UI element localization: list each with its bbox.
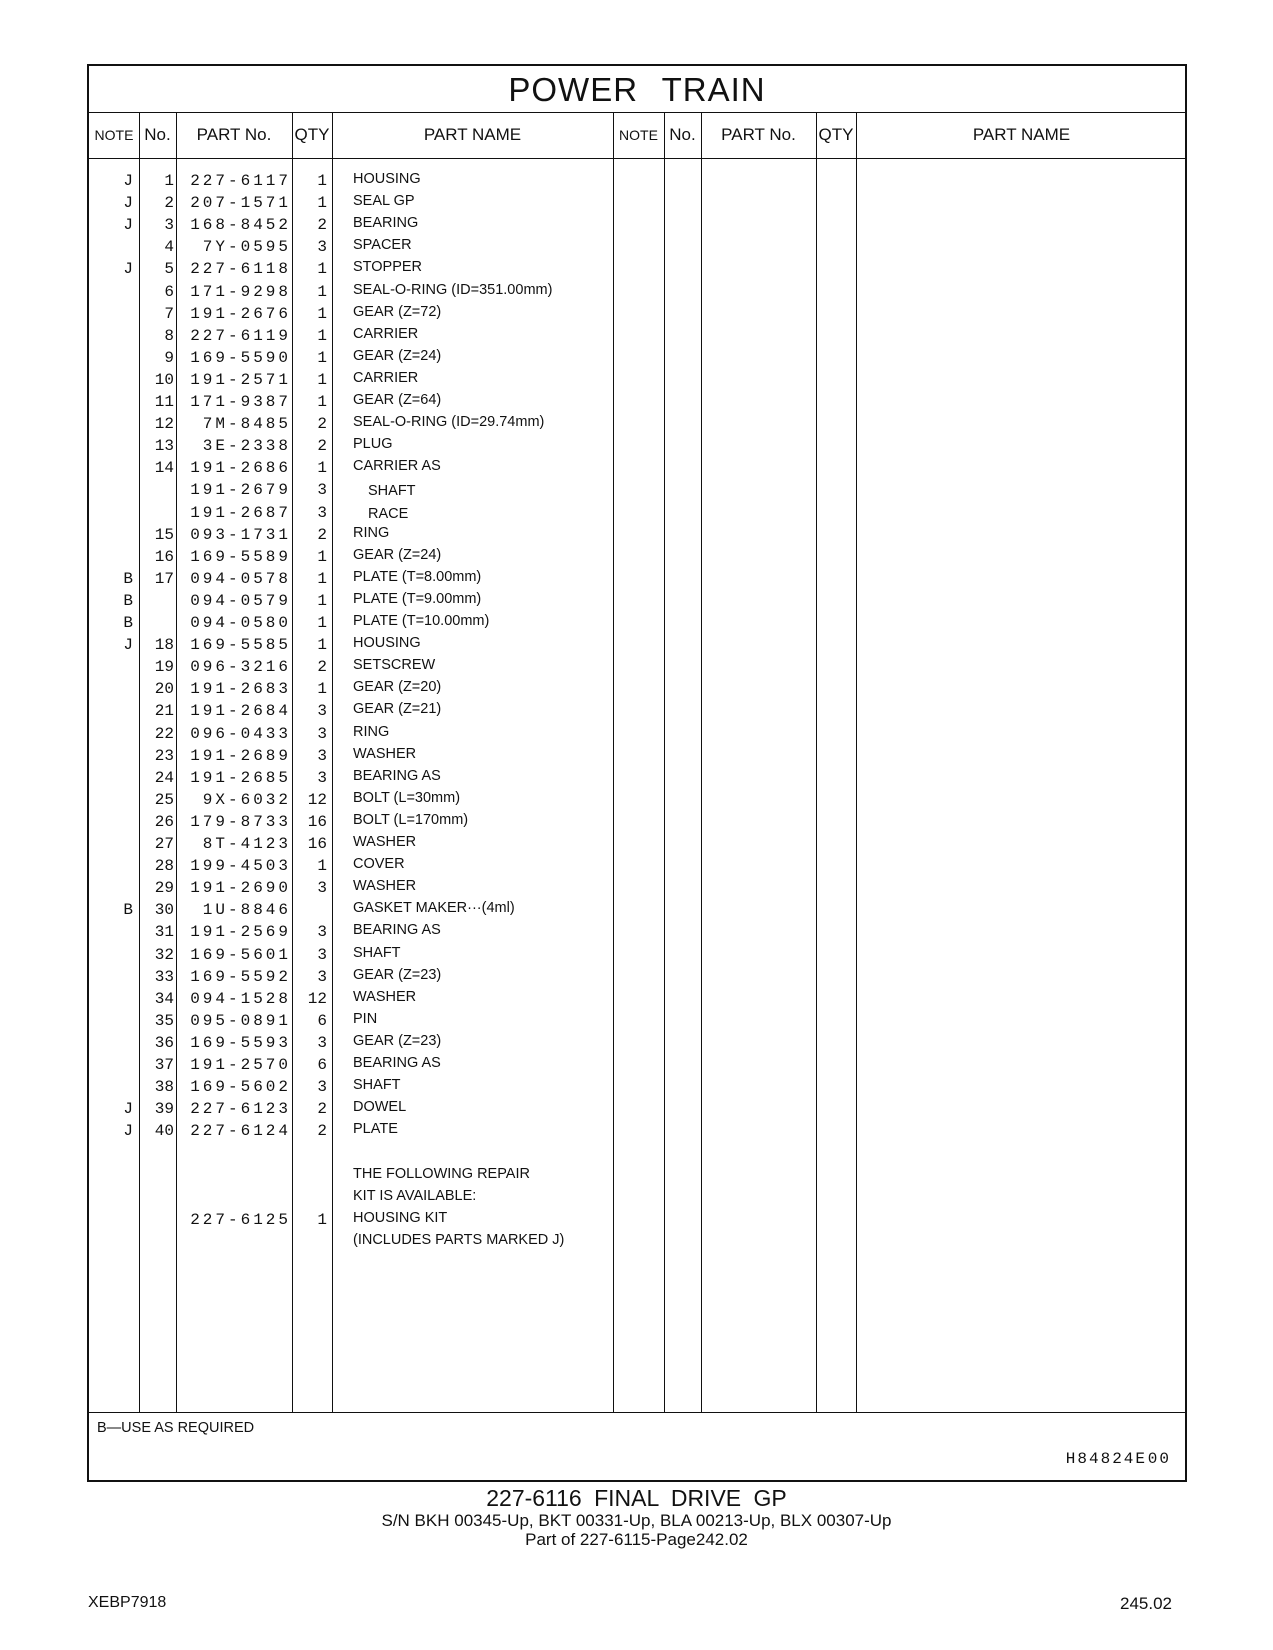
- row-quantity: 3: [317, 945, 327, 964]
- row-part-number: 169-5601: [190, 945, 291, 964]
- row-part-name: COVER: [353, 856, 405, 873]
- publication-code: XEBP7918: [88, 1594, 167, 1611]
- row-part-name: WASHER: [353, 834, 417, 850]
- row-part-number: 1U-8846: [202, 901, 291, 920]
- table-row: [89, 236, 1185, 258]
- row-quantity: 1: [317, 857, 327, 876]
- row-quantity: 16: [307, 812, 327, 831]
- header-part-name: PART NAME: [423, 125, 522, 144]
- table-row: [89, 1209, 1185, 1231]
- table-row: [89, 457, 1185, 479]
- row-part-number: 207-1571: [190, 194, 291, 213]
- row-part-name: PLATE (T=8.00mm): [353, 568, 482, 585]
- table-row: [89, 789, 1185, 811]
- row-part-number: 171-9387: [190, 393, 291, 411]
- row-part-number: 191-2689: [190, 746, 291, 765]
- header-note: NOTE: [94, 127, 134, 143]
- table-row: [89, 325, 1185, 347]
- row-part-number: 096-0433: [190, 724, 291, 743]
- row-quantity: 6: [317, 1056, 327, 1074]
- row-quantity: 3: [317, 879, 327, 898]
- row-part-name: DOWEL: [353, 1099, 407, 1116]
- table-row: [89, 988, 1185, 1010]
- row-part-name: GEAR (Z=20): [353, 679, 442, 696]
- table-row: [89, 723, 1185, 745]
- table-row: [89, 921, 1185, 943]
- row-part-name: GEAR (Z=23): [353, 1032, 442, 1049]
- row-item-number: 10: [154, 370, 174, 389]
- row-quantity: 1: [317, 614, 327, 632]
- row-part-number: 3E-2338: [202, 437, 291, 456]
- row-item-number: 23: [154, 746, 174, 765]
- row-quantity: 3: [317, 768, 327, 787]
- row-part-name: WASHER: [353, 878, 417, 895]
- row-part-number: 169-5590: [190, 348, 291, 367]
- row-part-name: GASKET MAKER···(4ml): [353, 900, 515, 917]
- table-row: [89, 1120, 1185, 1142]
- parts-table-frame: [87, 64, 1187, 1482]
- row-note: B: [123, 614, 133, 632]
- table-row: [89, 1231, 1185, 1253]
- row-part-number: 094-0579: [190, 591, 291, 610]
- row-item-number: 8: [164, 326, 174, 345]
- row-item-number: 5: [164, 260, 174, 279]
- row-part-name: GEAR (Z=72): [353, 303, 442, 320]
- row-part-number: 7M-8485: [202, 415, 291, 434]
- row-quantity: 1: [317, 194, 327, 213]
- row-quantity: 3: [317, 503, 327, 522]
- row-quantity: 3: [317, 238, 327, 257]
- row-part-number: 191-2686: [190, 459, 291, 478]
- row-item-number: 1: [164, 172, 174, 190]
- row-item-number: 6: [164, 282, 174, 301]
- row-quantity: 2: [317, 415, 327, 434]
- row-item-number: 36: [154, 1033, 174, 1052]
- row-quantity: 1: [317, 282, 327, 301]
- row-part-number: 095-0891: [190, 1011, 291, 1030]
- row-part-name: RING: [353, 723, 390, 740]
- header-qty: QTY: [294, 125, 330, 144]
- table-row: [89, 634, 1185, 656]
- row-part-name: GEAR (Z=24): [353, 347, 442, 364]
- row-part-number: 8T-4123: [202, 835, 291, 853]
- table-row: [89, 502, 1185, 524]
- table-row: [89, 214, 1185, 236]
- row-quantity: 1: [317, 1210, 327, 1229]
- row-item-number: 34: [154, 989, 174, 1008]
- row-item-number: 3: [164, 216, 174, 235]
- row-part-name: HOUSING: [353, 635, 421, 652]
- row-quantity: 3: [317, 1033, 327, 1052]
- row-part-number: 171-9298: [190, 282, 291, 301]
- row-part-number: 191-2684: [190, 702, 291, 721]
- row-part-name: WASHER: [353, 988, 417, 1005]
- table-row: [89, 855, 1185, 877]
- table-row: [89, 656, 1185, 678]
- row-part-name: SEAL-O-RING (ID=351.00mm): [353, 281, 553, 298]
- row-item-number: 20: [154, 680, 174, 699]
- parent-reference: Part of 227-6115-Page242.02: [525, 1530, 748, 1549]
- row-part-name: THE FOLLOWING REPAIR: [353, 1165, 530, 1182]
- table-row: [89, 678, 1185, 700]
- row-part-name: PIN: [353, 1010, 378, 1027]
- table-row: [89, 944, 1185, 966]
- table-row: [89, 1142, 1185, 1164]
- row-item-number: 40: [154, 1122, 174, 1141]
- table-row: [89, 1010, 1185, 1032]
- row-part-number: 094-0580: [190, 614, 291, 632]
- table-row: [89, 1032, 1185, 1054]
- row-quantity: 2: [317, 525, 327, 544]
- row-part-number: 093-1731: [190, 525, 291, 544]
- row-quantity: 1: [317, 591, 327, 610]
- row-quantity: 3: [317, 967, 327, 986]
- header-part-name-right: PART NAME: [972, 125, 1071, 144]
- row-quantity: 3: [317, 1078, 327, 1097]
- row-part-number: 191-2676: [190, 304, 291, 323]
- row-part-name: RING: [353, 524, 390, 541]
- row-note: B: [123, 901, 133, 920]
- row-item-number: 35: [154, 1011, 174, 1030]
- row-part-name: HOUSING KIT: [353, 1209, 448, 1226]
- row-item-number: 2: [164, 194, 174, 213]
- row-part-name: GEAR (Z=21): [353, 701, 442, 718]
- row-note: J: [123, 260, 133, 279]
- row-item-number: 24: [154, 768, 174, 787]
- row-part-number: 169-5589: [190, 547, 291, 566]
- row-quantity: 3: [317, 923, 327, 942]
- row-item-number: 18: [154, 636, 174, 655]
- row-item-number: 38: [154, 1078, 174, 1097]
- row-quantity: 1: [317, 326, 327, 345]
- table-row: [89, 1076, 1185, 1098]
- header-part-no: PART No.: [196, 125, 272, 144]
- row-item-number: 13: [154, 437, 174, 456]
- row-part-name: BOLT (L=170mm): [353, 811, 469, 828]
- row-part-number: 191-2570: [190, 1056, 291, 1074]
- table-row: [89, 524, 1185, 546]
- row-part-number: 191-2690: [190, 879, 291, 898]
- table-row: [89, 700, 1185, 722]
- row-item-number: 33: [154, 967, 174, 986]
- row-part-name: GEAR (Z=64): [353, 392, 442, 408]
- row-quantity: 3: [317, 746, 327, 765]
- row-part-number: 227-6124: [190, 1122, 291, 1141]
- row-item-number: 12: [154, 415, 174, 434]
- row-quantity: 3: [317, 481, 327, 500]
- row-part-name: PLATE: [353, 1121, 398, 1138]
- row-quantity: 1: [317, 370, 327, 389]
- row-note: J: [123, 1122, 133, 1141]
- row-part-number: 191-2687: [190, 503, 291, 522]
- row-quantity: 2: [317, 1122, 327, 1141]
- row-part-name: RACE: [368, 505, 409, 522]
- row-part-number: 191-2571: [190, 370, 291, 389]
- row-item-number: 37: [154, 1056, 174, 1074]
- row-part-number: 179-8733: [190, 812, 291, 831]
- row-part-name: PLATE (T=10.00mm): [353, 613, 490, 629]
- row-quantity: 2: [317, 437, 327, 456]
- row-quantity: 1: [317, 636, 327, 655]
- row-part-number: 7Y-0595: [202, 238, 291, 257]
- row-item-number: 32: [154, 945, 174, 964]
- row-part-name: WASHER: [353, 745, 417, 762]
- row-quantity: 2: [317, 1100, 327, 1119]
- row-quantity: 2: [317, 216, 327, 235]
- table-row: [89, 1054, 1185, 1076]
- table-row: [89, 767, 1185, 789]
- header-note-right: NOTE: [619, 127, 658, 143]
- table-row: [89, 369, 1185, 391]
- row-item-number: 29: [154, 879, 174, 898]
- row-part-number: 096-3216: [190, 658, 291, 677]
- row-item-number: 4: [164, 238, 174, 257]
- row-quantity: 1: [317, 260, 327, 279]
- table-row: [89, 899, 1185, 921]
- row-quantity: 1: [317, 680, 327, 699]
- row-item-number: 26: [154, 812, 174, 831]
- table-row: [89, 966, 1185, 988]
- row-part-name: BEARING AS: [353, 922, 441, 939]
- row-part-name: BEARING: [353, 215, 419, 232]
- row-part-name: STOPPER: [353, 259, 423, 276]
- table-row: [89, 479, 1185, 501]
- row-part-number: 227-6125: [190, 1210, 291, 1229]
- row-part-name: PLUG: [353, 436, 393, 453]
- row-quantity: 12: [307, 790, 327, 809]
- row-part-number: 094-1528: [190, 989, 291, 1008]
- table-row: [89, 258, 1185, 280]
- row-part-number: 199-4503: [190, 857, 291, 876]
- row-part-name: BEARING AS: [353, 767, 441, 784]
- row-item-number: 21: [154, 702, 174, 721]
- row-part-number: 9X-6032: [202, 790, 291, 809]
- row-part-name: SEAL GP: [353, 193, 415, 210]
- header-no-right: No.: [669, 125, 696, 144]
- row-part-name: CARRIER: [353, 369, 419, 386]
- page-number: 245.02: [1120, 1594, 1172, 1613]
- row-part-name: SETSCREW: [353, 657, 436, 674]
- row-part-name: SPACER: [353, 237, 412, 254]
- row-note: J: [123, 172, 133, 190]
- row-part-name: GEAR (Z=23): [353, 966, 442, 983]
- table-row: [89, 281, 1185, 303]
- row-quantity: 1: [317, 393, 327, 411]
- row-quantity: 1: [317, 172, 327, 190]
- row-part-number: 169-5602: [190, 1078, 291, 1097]
- row-quantity: 1: [317, 569, 327, 588]
- row-part-name: (INCLUDES PARTS MARKED J): [353, 1231, 565, 1248]
- table-row: [89, 612, 1185, 634]
- row-part-name: HOUSING: [353, 171, 421, 187]
- table-row: [89, 590, 1185, 612]
- row-note: B: [123, 591, 133, 610]
- row-item-number: 39: [154, 1100, 174, 1119]
- table-row: [89, 303, 1185, 325]
- row-note: J: [123, 1100, 133, 1119]
- group-title: 227-6116 FINAL DRIVE GP: [486, 1485, 787, 1511]
- row-part-number: 169-5585: [190, 636, 291, 655]
- row-quantity: 1: [317, 304, 327, 323]
- row-note: J: [123, 216, 133, 235]
- row-quantity: 12: [307, 989, 327, 1008]
- row-item-number: 16: [154, 547, 174, 566]
- row-part-name: CARRIER: [353, 325, 419, 342]
- row-part-number: 169-5592: [190, 967, 291, 986]
- row-part-number: 227-6119: [190, 326, 291, 345]
- row-part-name: SHAFT: [368, 483, 416, 500]
- document-id: H84824E: [1065, 1450, 1147, 1468]
- row-item-number: 7: [164, 304, 174, 323]
- row-part-number: 227-6117: [190, 172, 291, 190]
- row-quantity: 16: [307, 835, 327, 853]
- row-part-number: 191-2679: [190, 481, 291, 500]
- footnote: B—USE AS REQUIRED: [97, 1420, 255, 1436]
- row-part-name: SHAFT: [353, 1077, 401, 1094]
- row-item-number: 11: [154, 393, 174, 411]
- table-row: [89, 170, 1185, 192]
- table-row: [89, 568, 1185, 590]
- row-part-name: SEAL-O-RING (ID=29.74mm): [353, 414, 545, 431]
- row-item-number: 28: [154, 857, 174, 876]
- table-row: [89, 546, 1185, 568]
- row-quantity: 3: [317, 702, 327, 721]
- serial-numbers: S/N BKH 00345-Up, BKT 00331-Up, BLA 00213-Up, BLX 00307-Up: [381, 1511, 892, 1530]
- row-part-number: 094-0578: [190, 569, 291, 588]
- row-item-number: 14: [154, 459, 174, 478]
- table-bottom-rule: [89, 1412, 1185, 1413]
- row-quantity: 3: [317, 724, 327, 743]
- document-version: 00: [1147, 1450, 1171, 1468]
- header-qty-right: QTY: [818, 125, 854, 144]
- row-part-number: 191-2685: [190, 768, 291, 787]
- table-row: [89, 1165, 1185, 1187]
- row-part-number: 191-2569: [190, 923, 291, 942]
- row-part-name: GEAR (Z=24): [353, 546, 442, 563]
- table-row: [89, 1187, 1185, 1209]
- table-row: [89, 347, 1185, 369]
- table-header: [89, 112, 1185, 159]
- row-item-number: 19: [154, 658, 174, 677]
- table-row: [89, 435, 1185, 457]
- row-item-number: 17: [154, 569, 174, 588]
- table-row: [89, 877, 1185, 899]
- row-part-number: 227-6118: [190, 260, 291, 279]
- table-row: [89, 1098, 1185, 1120]
- row-part-number: 191-2683: [190, 680, 291, 699]
- row-item-number: 31: [154, 923, 174, 942]
- row-quantity: 1: [317, 459, 327, 478]
- table-row: [89, 811, 1185, 833]
- row-quantity: 2: [317, 658, 327, 677]
- row-part-number: 227-6123: [190, 1100, 291, 1119]
- row-note: J: [123, 194, 133, 213]
- row-part-name: CARRIER AS: [353, 458, 441, 475]
- table-row: [89, 391, 1185, 413]
- row-item-number: 25: [154, 790, 174, 809]
- row-part-number: 168-8452: [190, 216, 291, 235]
- row-note: J: [123, 636, 133, 655]
- header-part-no-right: PART No.: [721, 125, 796, 144]
- row-item-number: 15: [154, 525, 174, 544]
- row-quantity: 1: [317, 348, 327, 367]
- row-quantity: 6: [317, 1011, 327, 1030]
- row-part-name: SHAFT: [353, 944, 401, 961]
- section-title: POWER TRAIN: [89, 66, 1185, 113]
- header-no: No.: [144, 125, 171, 144]
- row-part-name: KIT IS AVAILABLE:: [353, 1187, 477, 1204]
- row-quantity: 1: [317, 547, 327, 566]
- table-row: [89, 833, 1185, 855]
- row-item-number: 30: [154, 901, 174, 920]
- table-row: [89, 413, 1185, 435]
- row-item-number: 9: [164, 348, 174, 367]
- row-part-name: PLATE (T=9.00mm): [353, 590, 482, 607]
- row-item-number: 27: [154, 835, 174, 853]
- row-item-number: 22: [154, 724, 174, 743]
- row-part-name: BOLT (L=30mm): [353, 789, 461, 806]
- table-row: [89, 745, 1185, 767]
- table-row: [89, 192, 1185, 214]
- row-part-name: BEARING AS: [353, 1055, 441, 1071]
- row-note: B: [123, 569, 133, 588]
- row-part-number: 169-5593: [190, 1033, 291, 1052]
